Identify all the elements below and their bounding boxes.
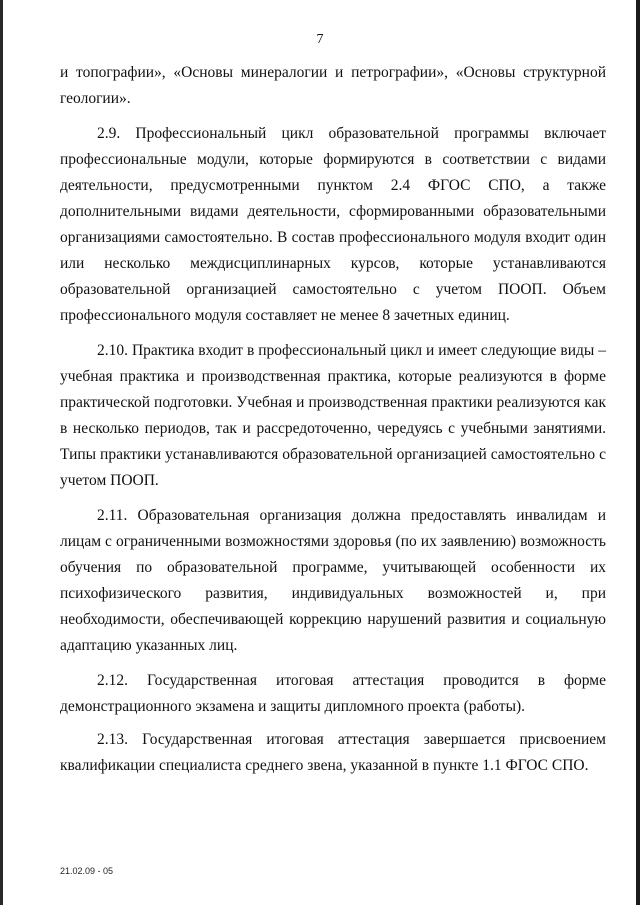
paragraph-2-10: 2.10. Практика входит в профессиональный цикл и имеет следующие виды – учебная практика и производственная практика, которые реализуются в форме практической подготовки. Учебная и производственная практики реализуются как в несколько периодов, так и рассредоточенно, чередуясь с учебными занятиями. Типы практики устанавливаются образовательной организацией самостоятельно с учетом ПООП. [60,342,606,489]
paragraph-2-11: 2.11. Образовательная организация должна предоставлять инвалидам и лицам с ограниченными возможностями здоровья (по их заявлению) возможность обучения по образовательной программе, учитывающей особенности их психофизического развития, индивидуальных возможностей и, при необходимости, обеспечивающей коррекцию нарушений развития и социальную адаптацию указанных лиц. [60,507,606,654]
paragraph-2-12: 2.12. Государственная итоговая аттестация проводится в форме демонстрационного экзамена и защиты дипломного проекта (работы). [60,672,606,715]
paragraph-2-13: 2.13. Государственная итоговая аттестация завершается присвоением квалификации специалиста среднего звена, указанной в пункте 1.1 ФГОС СПО. [60,731,606,774]
paragraph-continuation: и топографии», «Основы минералогии и петрографии», «Основы структурной геологии». [60,64,606,107]
paragraph-2-9: 2.9. Профессиональный цикл образовательной программы включает профессиональные модули, которые формируются в соответствии с видами деятельности, предусмотренными пунктом 2.4 ФГОС СПО, а также дополнительными видами деятельности, сформированными образовательными организациями самостоятельно. В состав профессионального модуля входит один или несколько междисциплинарных курсов, которые устанавливаются образовательной организацией самостоятельно с учетом ПООП. Объем профессионального модуля составляет не менее 8 зачетных единиц. [60,125,606,324]
footer-code: 21.02.09 - 05 [60,866,114,876]
scan-edge-left [0,0,3,905]
page-number: 7 [316,32,324,47]
body-text [60,60,606,788]
scan-edge-right [636,0,640,905]
